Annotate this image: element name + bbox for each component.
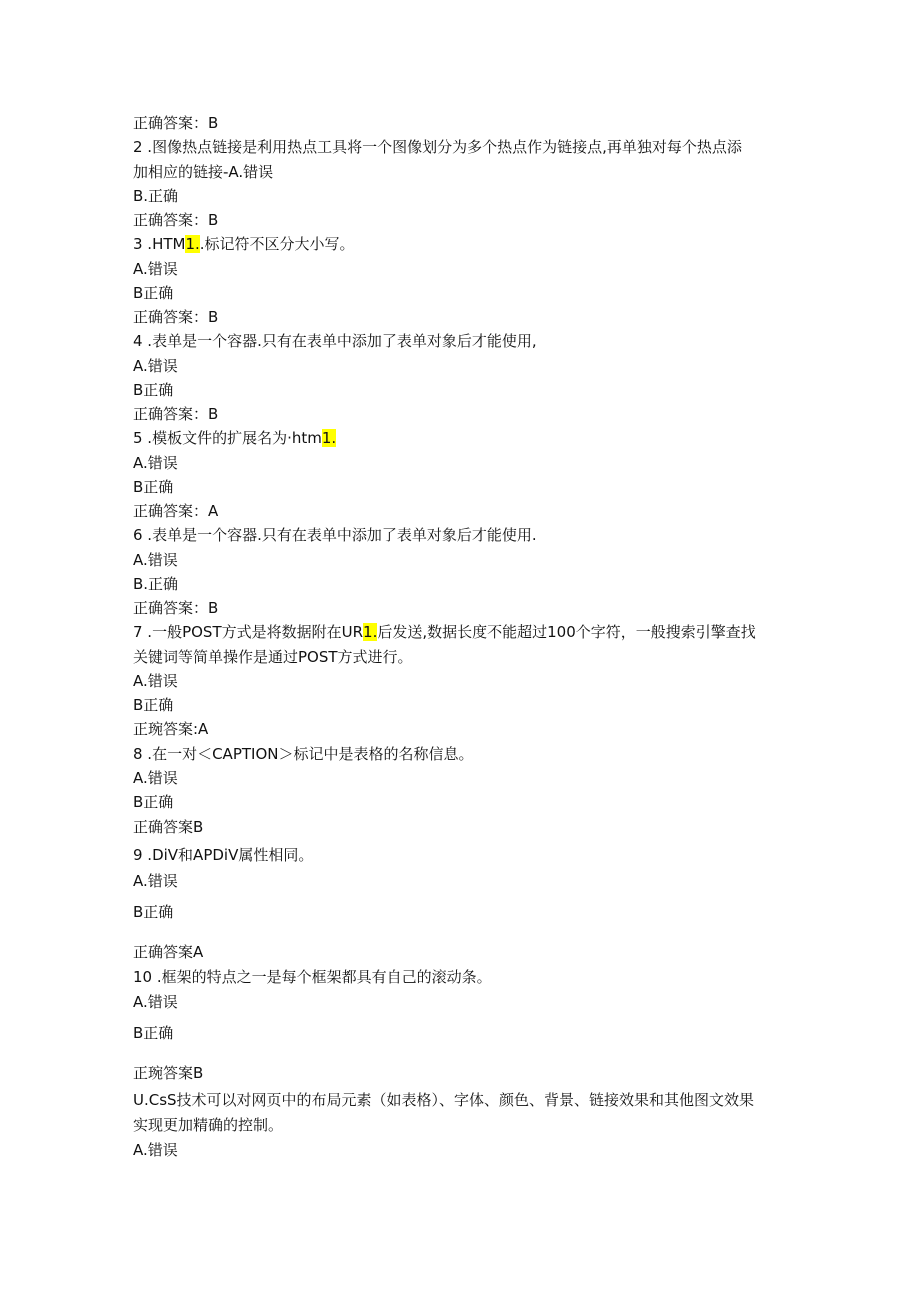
answer-line: 正琬答案:A	[133, 720, 209, 738]
highlighted-text: 1.	[185, 235, 200, 253]
option-a: A.错误	[133, 1141, 178, 1159]
question-2-line-2: 加相应的链接-A.错误	[133, 163, 274, 181]
option-a: A.错误	[133, 454, 178, 472]
question-10: 10 .框架的特点之一是每个框架都具有自己的滚动条。	[133, 968, 492, 986]
question-11-line-2: 实现更加精确的控制。	[133, 1116, 284, 1134]
option-b: B正确	[133, 284, 174, 302]
question-7-line-2: 关键词等简单操作是通过POST方式进行。	[133, 648, 413, 666]
question-7-line-1	[133, 622, 756, 642]
answer-line: 正琬答案B	[133, 1064, 204, 1082]
question-3	[133, 234, 355, 254]
option-b: B正确	[133, 381, 174, 399]
option-a: A.错误	[133, 993, 178, 1011]
option-a: A.错误	[133, 551, 178, 569]
answer-line: 正确答案：B	[133, 405, 219, 423]
answer-line: 正确答案A	[133, 943, 204, 961]
option-a: A.错误	[133, 357, 178, 375]
question-6: 6 .表单是一个容器.只有在表单中添加了表单对象后才能使用.	[133, 526, 537, 544]
option-b: B.正确	[133, 575, 179, 593]
option-b: B正确	[133, 903, 174, 921]
option-b: B正确	[133, 478, 174, 496]
question-9: 9 .DiV和APDiV属性相同。	[133, 846, 314, 864]
option-b: B正确	[133, 696, 174, 714]
question-7-text-rest: 后发送,数据长度不能超过100个字符，一般搜索引擎查找	[377, 623, 756, 641]
answer-line: 正确答案：B	[133, 308, 219, 326]
answer-line: 正确答案：B	[133, 114, 219, 132]
question-8: 8 .在一对＜CAPTION＞标记中是表格的名称信息。	[133, 745, 474, 763]
question-11-line-1: U.CsS技术可以对网页中的布局元素（如表格）、字体、颜色、背景、链接效果和其他图文效果	[133, 1091, 755, 1109]
option-b: B.正确	[133, 187, 179, 205]
option-a: A.错误	[133, 769, 178, 787]
option-b: B正确	[133, 793, 174, 811]
question-5-text: 5 .模板文件的扩展名为·htm	[133, 429, 322, 447]
question-5	[133, 428, 336, 448]
answer-line: 正确答案：B	[133, 599, 219, 617]
question-3-text-rest: .标记符不区分大小写。	[199, 235, 355, 253]
option-a: A.错误	[133, 672, 178, 690]
answer-line: 正确答案：B	[133, 211, 219, 229]
option-b: B正确	[133, 1024, 174, 1042]
question-2-line-1: 2 .图像热点链接是利用热点工具将一个图像划分为多个热点作为链接点,再单独对每个热点添	[133, 138, 742, 156]
question-4: 4 .表单是一个容器.只有在表单中添加了表单对象后才能使用,	[133, 332, 537, 350]
question-7-text: 7 .一般POST方式是将数据附在UR	[133, 623, 364, 641]
highlighted-text: 1.	[321, 429, 337, 447]
option-a: A.错误	[133, 872, 178, 890]
question-3-text: 3 .HTM	[133, 235, 186, 253]
answer-line: 正确答案：A	[133, 502, 219, 520]
highlighted-text: 1.	[363, 623, 378, 641]
answer-line: 正确答案B	[133, 818, 204, 836]
option-a: A.错误	[133, 260, 178, 278]
